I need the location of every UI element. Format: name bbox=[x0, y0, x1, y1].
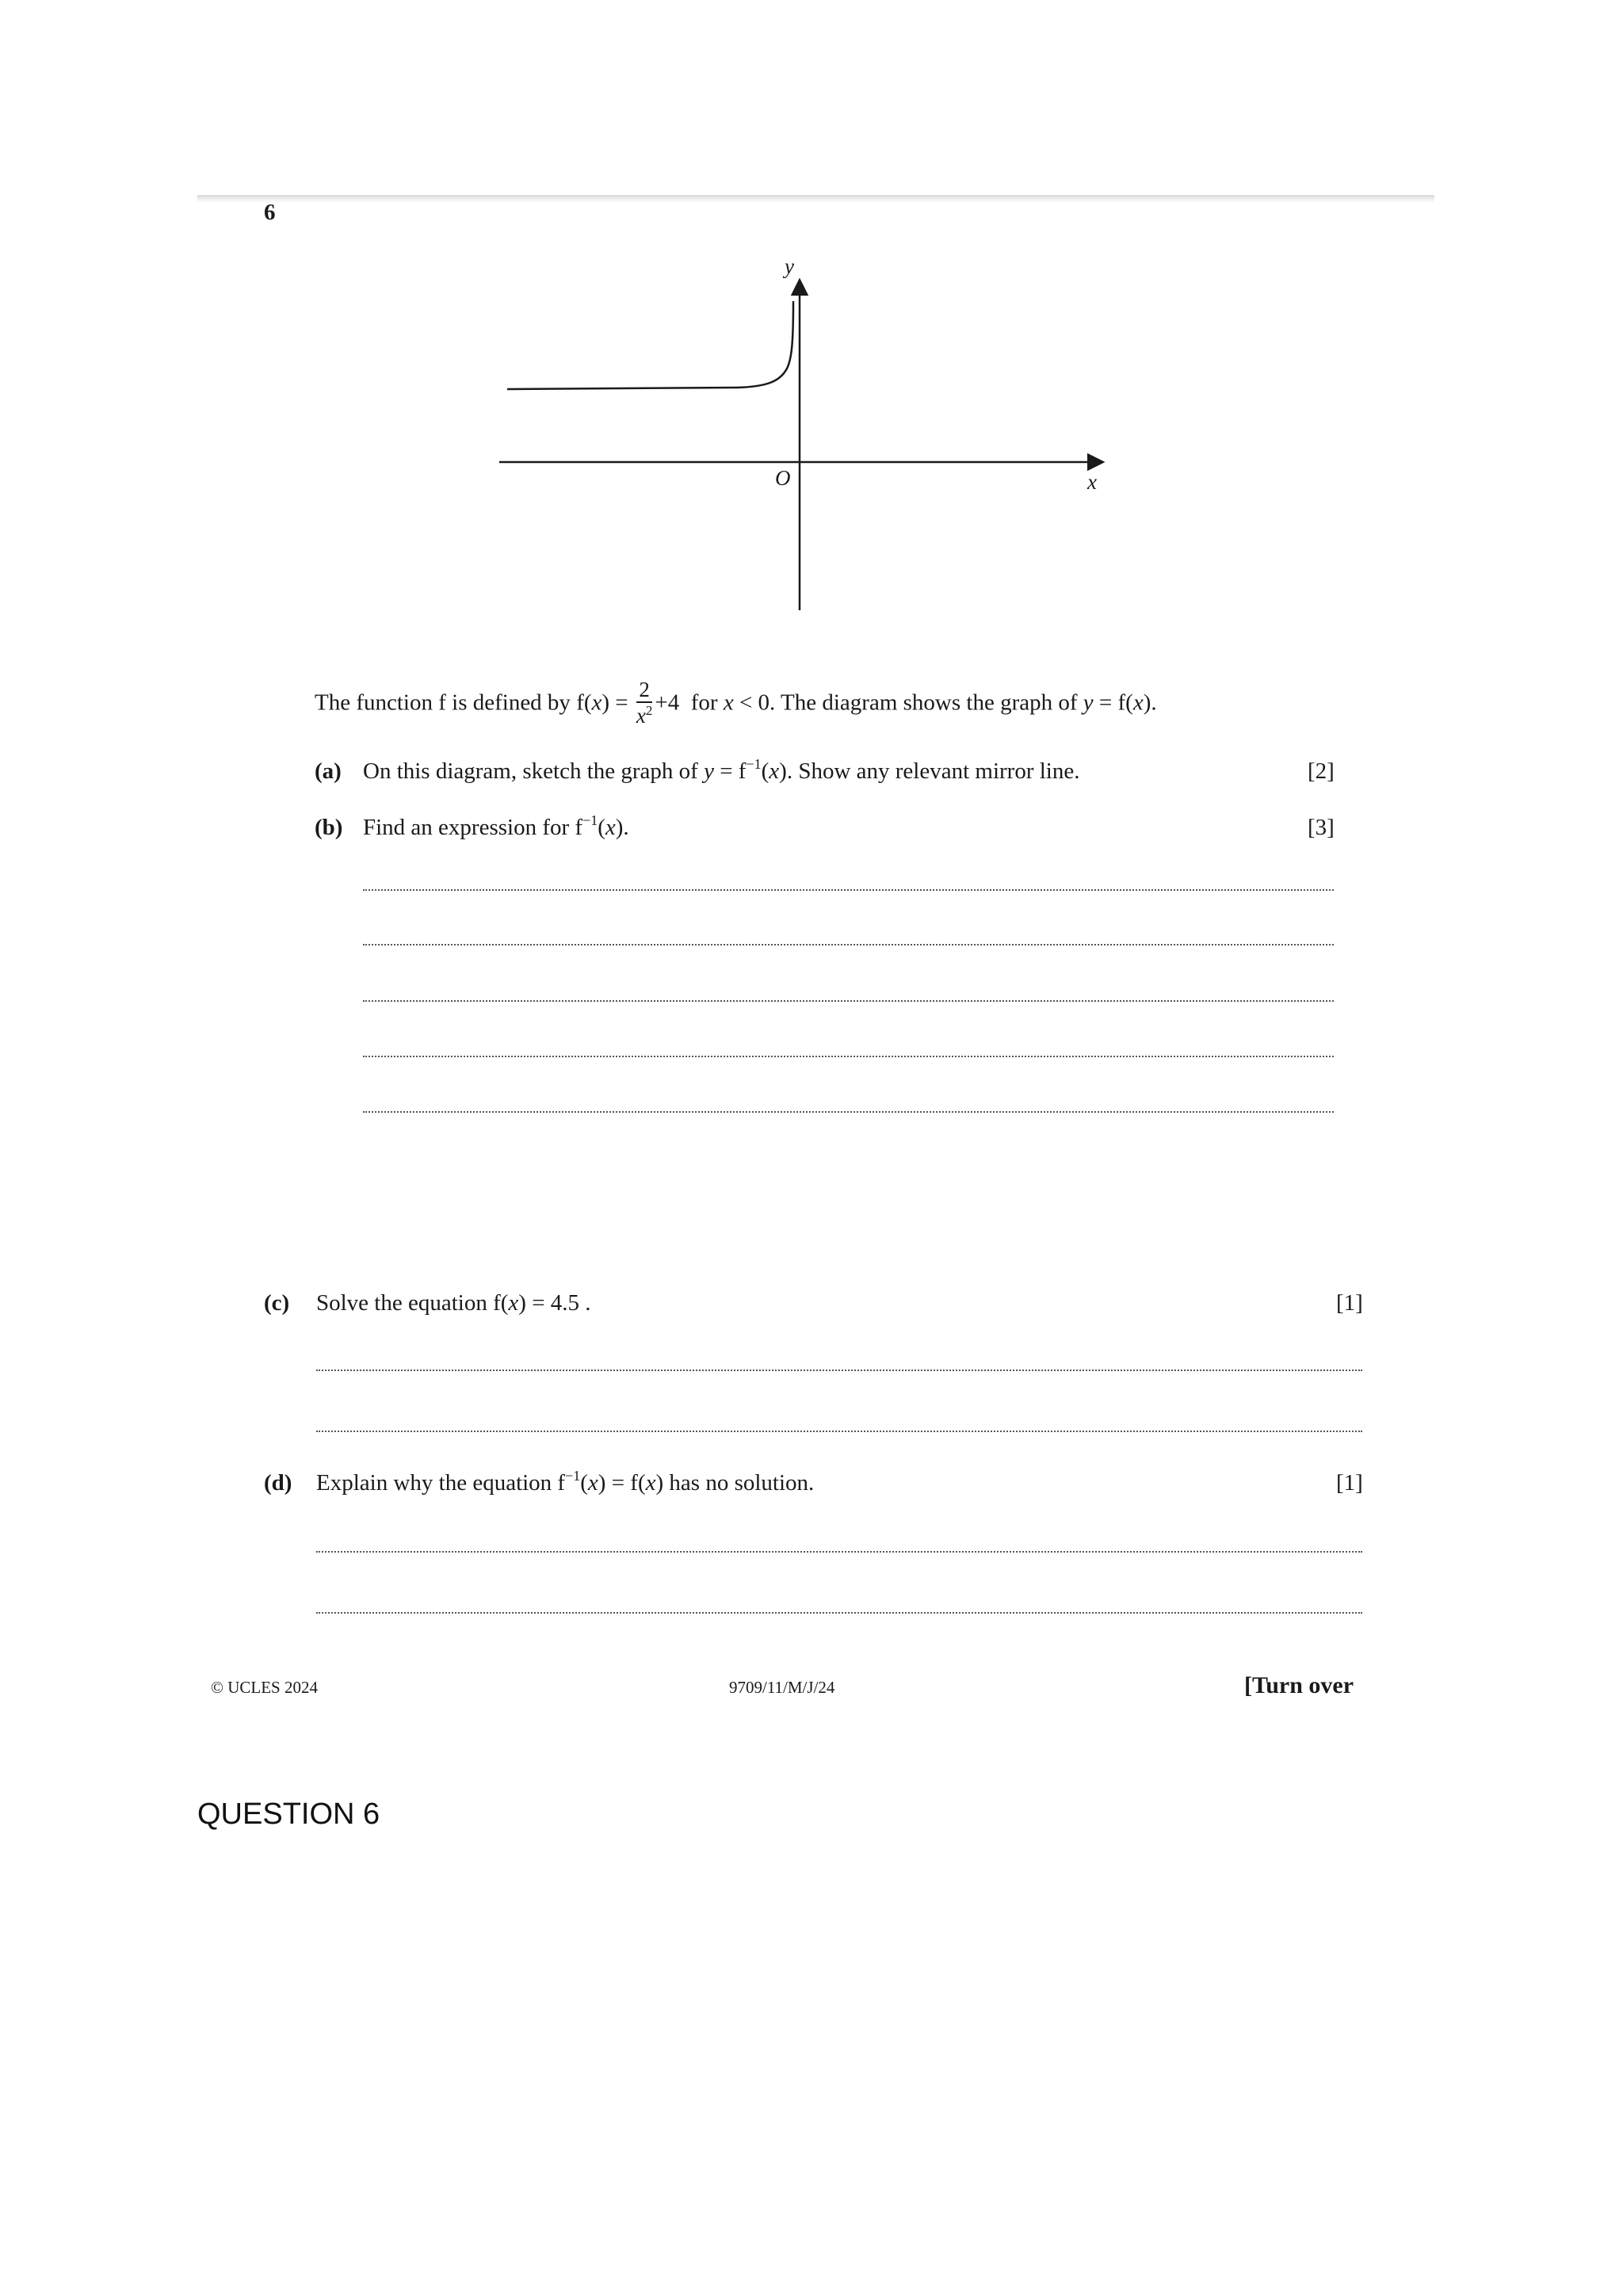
answer-line[interactable] bbox=[316, 1431, 1362, 1432]
answer-line[interactable] bbox=[363, 1111, 1334, 1113]
part-c-marks: [1] bbox=[1336, 1290, 1363, 1316]
y-axis-label: y bbox=[785, 254, 794, 278]
answer-line[interactable] bbox=[316, 1370, 1362, 1371]
question-stem: The function f is defined by f(x) = $\frac{2}{x^2}$ +4 for x < 0. The diagram shows the graph of y = f(x). bbox=[315, 678, 1157, 728]
part-a-label: (a) bbox=[315, 758, 342, 784]
fraction-two-over-x-squared: $\frac{2}{x^2}$ bbox=[636, 678, 653, 728]
part-d-text: Explain why the equation $f^{-1}(x) = f(x)$ has no solution. bbox=[316, 1468, 815, 1496]
part-c-text: Solve the equation f(x) = 4.5 . bbox=[316, 1290, 591, 1316]
answer-line[interactable] bbox=[363, 1056, 1334, 1057]
part-a-text: On this diagram, sketch the graph of $y = f^{-1}(x)$. Show any relevant mirror line. bbox=[363, 756, 1080, 784]
function-graph bbox=[475, 250, 1125, 622]
origin-label: O bbox=[775, 466, 791, 490]
x-axis-label: x bbox=[1087, 470, 1097, 494]
part-d-marks: [1] bbox=[1336, 1470, 1363, 1496]
part-b-label: (b) bbox=[315, 815, 343, 840]
part-b-marks: [3] bbox=[1308, 815, 1335, 840]
part-c-label: (c) bbox=[264, 1290, 290, 1316]
answer-line[interactable] bbox=[363, 1000, 1334, 1002]
footer-turn-over: [Turn over bbox=[1244, 1672, 1354, 1698]
question-label: QUESTION 6 bbox=[197, 1797, 380, 1831]
answer-line[interactable] bbox=[316, 1551, 1362, 1553]
page-number: 6 bbox=[264, 200, 276, 225]
answer-line[interactable] bbox=[363, 889, 1334, 891]
part-a-marks: [2] bbox=[1308, 758, 1335, 784]
answer-line[interactable] bbox=[363, 944, 1334, 946]
curve-y-equals-f-x bbox=[507, 301, 793, 389]
answer-line[interactable] bbox=[316, 1612, 1362, 1614]
footer-copyright: © UCLES 2024 bbox=[211, 1678, 318, 1697]
part-b-text: Find an expression for $f^{-1}(x)$. bbox=[363, 812, 629, 840]
part-d-label: (d) bbox=[264, 1470, 292, 1496]
page-top-rule bbox=[197, 195, 1434, 203]
footer-paper-code: 9709/11/M/J/24 bbox=[729, 1678, 835, 1697]
